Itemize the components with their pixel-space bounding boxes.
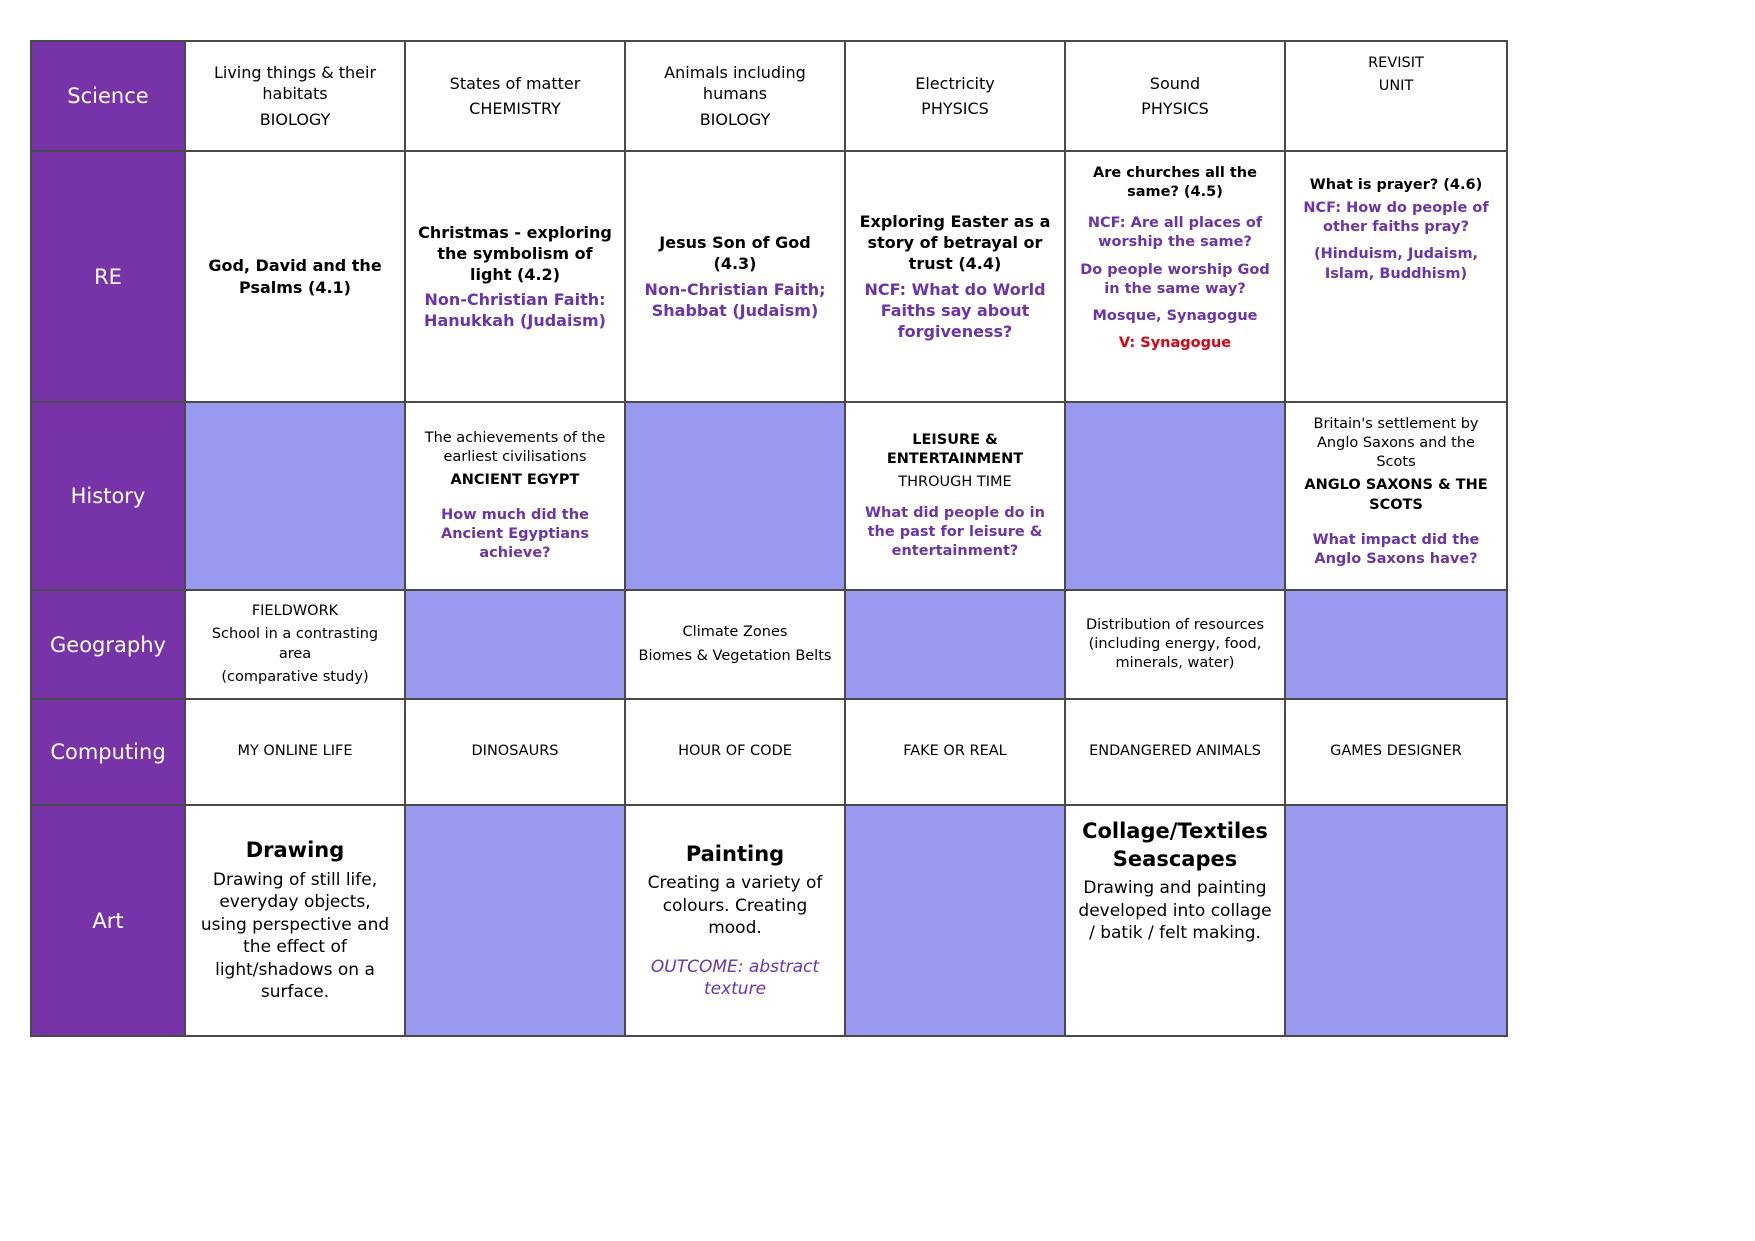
cell-text: What is prayer? (4.6) (1309, 177, 1483, 193)
curriculum-table (30, 40, 1508, 1037)
cell-history-2 (406, 403, 624, 589)
cell-text: (comparative study) (221, 668, 369, 685)
row-header-science: Science (32, 42, 184, 150)
cell-text: DINOSAURS (471, 743, 559, 760)
cell-text: The achievements of the earliest civilisations (424, 429, 606, 465)
cell-text: PHYSICS (1141, 99, 1209, 118)
cell-art-3 (626, 806, 844, 1035)
cell-text: CHEMISTRY (469, 99, 561, 118)
cell-text: ENDANGERED ANIMALS (1089, 743, 1261, 760)
cell-text: What did people do in the past for leisure & entertainment? (865, 505, 1045, 560)
cell-text: Non-Christian Faith: Hanukkah (Judaism) (424, 290, 606, 331)
cell-history-6 (1286, 403, 1506, 589)
cell-geography-1 (186, 591, 404, 698)
cell-text: PHYSICS (921, 99, 989, 118)
cell-text: Biomes & Vegetation Belts (638, 647, 832, 664)
cell-text: Drawing of still life, everyday objects, using perspective and the effect of light/shadows on a surface. (200, 870, 390, 1003)
cell-text: OUTCOME: abstract texture (650, 956, 820, 1000)
cell-title: Drawing (245, 838, 345, 863)
cell-text: V: Synagogue (1118, 334, 1232, 351)
cell-text: HOUR OF CODE (678, 743, 792, 760)
cell-text: Electricity (915, 73, 995, 93)
cell-text: ANCIENT EGYPT (450, 471, 580, 488)
cell-text: How much did the Ancient Egyptians achieve? (440, 507, 589, 562)
cell-text: MY ONLINE LIFE (237, 743, 353, 760)
cell-title: Collage/Textiles Seascapes (1082, 819, 1268, 871)
cell-text: GAMES DESIGNER (1330, 743, 1462, 760)
cell-text: Do people worship God in the same way? (1080, 261, 1270, 297)
row-header-computing: Computing (32, 700, 184, 804)
cell-text: REVISIT (1368, 55, 1424, 71)
cell-text: God, David and the Psalms (4.1) (208, 256, 382, 297)
cell-re-6 (1286, 152, 1506, 401)
cell-science-6 (1286, 42, 1506, 150)
cell-geography-2-blank (406, 591, 624, 698)
row-header-history: History (32, 403, 184, 589)
cell-text: Are churches all the same? (4.5) (1093, 165, 1257, 201)
cell-history-4 (846, 403, 1064, 589)
cell-title: Painting (685, 841, 785, 866)
cell-text: Sound (1149, 73, 1201, 93)
cell-history-1-blank (186, 403, 404, 589)
cell-art-5 (1066, 806, 1284, 1035)
cell-text: (Hinduism, Judaism, Islam, Buddhism) (1313, 246, 1479, 282)
cell-text: UNIT (1378, 78, 1414, 95)
cell-re-4 (846, 152, 1064, 401)
cell-text: Living things & their habitats (213, 63, 377, 104)
cell-computing-6 (1286, 700, 1506, 804)
cell-text: FIELDWORK (251, 603, 339, 620)
cell-re-1 (186, 152, 404, 401)
row-header-art: Art (32, 806, 184, 1035)
cell-text: Christmas - exploring the symbolism of light (4.2) (418, 222, 612, 284)
cell-text: Distribution of resources (including energy, food, minerals, water) (1085, 616, 1265, 672)
cell-text: Exploring Easter as a story of betrayal or trust (4.4) (859, 212, 1051, 274)
cell-text: Climate Zones (682, 624, 788, 641)
cell-text: States of matter (449, 73, 581, 93)
cell-science-2 (406, 42, 624, 150)
cell-art-1 (186, 806, 404, 1035)
cell-geography-4-blank (846, 591, 1064, 698)
cell-computing-2 (406, 700, 624, 804)
cell-text: FAKE OR REAL (903, 743, 1007, 760)
row-header-geography: Geography (32, 591, 184, 698)
cell-text: Creating a variety of colours. Creating mood. (647, 873, 823, 939)
cell-text: Britain's settlement by Anglo Saxons and the Scots (1313, 416, 1479, 471)
cell-text: NCF: Are all places of worship the same? (1087, 215, 1263, 251)
cell-text: Mosque, Synagogue (1092, 307, 1258, 324)
cell-science-4 (846, 42, 1064, 150)
cell-science-1 (186, 42, 404, 150)
cell-text: School in a contrasting area (211, 626, 379, 662)
cell-re-5 (1066, 152, 1284, 401)
cell-text: ANGLO SAXONS & THE SCOTS (1304, 477, 1488, 513)
cell-art-6-blank (1286, 806, 1506, 1035)
cell-text: BIOLOGY (699, 109, 771, 129)
cell-science-3 (626, 42, 844, 150)
cell-text: LEISURE & ENTERTAINMENT (886, 431, 1024, 467)
cell-computing-1 (186, 700, 404, 804)
cell-computing-3 (626, 700, 844, 804)
cell-re-3 (626, 152, 844, 401)
cell-text: NCF: How do people of other faiths pray? (1303, 200, 1489, 236)
cell-history-3-blank (626, 403, 844, 589)
cell-computing-5 (1066, 700, 1284, 804)
cell-text: THROUGH TIME (898, 473, 1012, 490)
cell-geography-3 (626, 591, 844, 698)
cell-text: NCF: What do World Faiths say about forgiveness? (864, 279, 1046, 341)
cell-text: Animals including humans (664, 63, 806, 104)
row-header-re: RE (32, 152, 184, 401)
cell-geography-5 (1066, 591, 1284, 698)
cell-history-5-blank (1066, 403, 1284, 589)
cell-science-5 (1066, 42, 1284, 150)
cell-text: What impact did the Anglo Saxons have? (1312, 531, 1480, 567)
cell-text: Jesus Son of God (4.3) (659, 233, 811, 274)
cell-text: Drawing and painting developed into collage / batik / felt making. (1078, 878, 1272, 944)
cell-computing-4 (846, 700, 1064, 804)
cell-geography-6-blank (1286, 591, 1506, 698)
cell-text: BIOLOGY (259, 109, 331, 129)
cell-text: Non-Christian Faith; Shabbat (Judaism) (644, 279, 826, 320)
cell-art-4-blank (846, 806, 1064, 1035)
cell-art-2-blank (406, 806, 624, 1035)
cell-re-2 (406, 152, 624, 401)
